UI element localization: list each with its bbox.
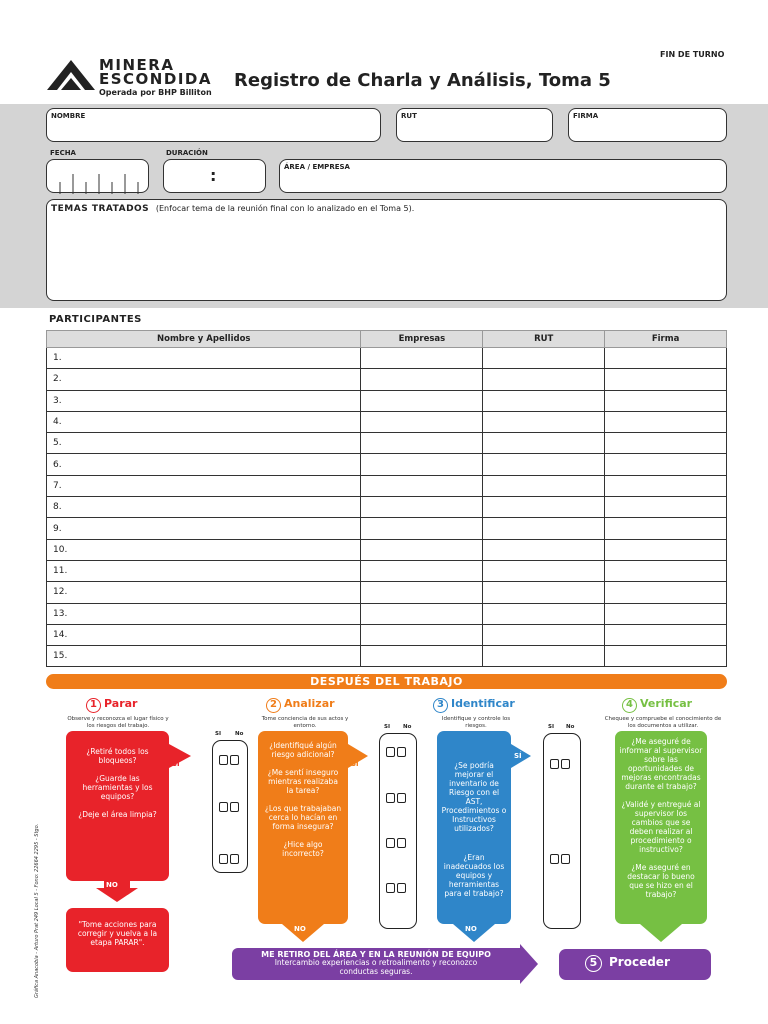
participant-firma[interactable] xyxy=(605,624,727,645)
participants-title: PARTICIPANTES xyxy=(49,314,142,325)
step4-card xyxy=(615,731,707,924)
step4-title: 4 Verificar xyxy=(622,697,692,713)
chk1-si-box-2[interactable] xyxy=(219,802,228,812)
participant-number[interactable]: 10. xyxy=(47,539,361,560)
participant-rut[interactable] xyxy=(483,475,605,496)
participant-row xyxy=(47,560,727,581)
nombre-field[interactable] xyxy=(46,108,381,142)
fecha-label: FECHA xyxy=(50,149,76,157)
step2-q4: ¿Hice algo incorrecto? xyxy=(282,840,324,858)
step3-si-label: SÍ xyxy=(514,752,522,760)
participant-firma[interactable] xyxy=(605,539,727,560)
step4-hint: Chequee y compruebe el conocimiento de los documentos a utilizar. xyxy=(604,716,722,729)
step1-no-arrow-head xyxy=(96,888,138,902)
mountain-logo-icon xyxy=(47,60,95,90)
participant-firma[interactable] xyxy=(605,390,727,411)
chk1-no-box-2[interactable] xyxy=(230,802,239,812)
participant-rut[interactable] xyxy=(483,454,605,475)
col-firma: Firma xyxy=(605,331,727,348)
checklist-1 xyxy=(212,740,248,873)
participant-row xyxy=(47,497,727,518)
participant-number[interactable]: 6. xyxy=(47,454,361,475)
participant-empresa[interactable] xyxy=(361,454,483,475)
logo-line1: MINERA xyxy=(99,56,175,74)
participant-rut[interactable] xyxy=(483,497,605,518)
step1-si-label: SÍ xyxy=(172,760,180,768)
col-empresas: Empresas xyxy=(361,331,483,348)
chk2-si-label: SI xyxy=(384,724,391,730)
chk3-si-box-2[interactable] xyxy=(550,854,559,864)
step1-q1: ¿Retiré todos los bloqueos? xyxy=(86,747,149,765)
step1-card xyxy=(66,731,169,881)
participant-rut[interactable] xyxy=(483,433,605,454)
participant-empresa[interactable] xyxy=(361,369,483,390)
participant-number[interactable]: 7. xyxy=(47,475,361,496)
participant-empresa[interactable] xyxy=(361,518,483,539)
participant-firma[interactable] xyxy=(605,369,727,390)
participant-number[interactable]: 8. xyxy=(47,497,361,518)
proceder-number: 5 xyxy=(585,955,602,972)
participant-row xyxy=(47,411,727,432)
step4-down-arrow-icon xyxy=(640,924,682,942)
step1-q2: ¿Guarde las herramientas y los equipos? xyxy=(82,774,153,801)
participant-number[interactable]: 14. xyxy=(47,624,361,645)
fecha-dividers xyxy=(47,160,150,194)
participant-number[interactable]: 1. xyxy=(47,348,361,369)
chk1-si-label: SI xyxy=(215,731,222,737)
chk1-no-label: No xyxy=(235,731,244,737)
firma-field[interactable] xyxy=(568,108,727,142)
participant-empresa[interactable] xyxy=(361,582,483,603)
participant-firma[interactable] xyxy=(605,603,727,624)
participant-number[interactable]: 5. xyxy=(47,433,361,454)
participant-rut[interactable] xyxy=(483,539,605,560)
step1-hint: Observe y reconozca el lugar físico y los riesgos del trabajo. xyxy=(67,716,169,729)
step2-q3: ¿Los que trabajaban cerca lo hacían en forma insegura? xyxy=(264,804,342,831)
participant-firma[interactable] xyxy=(605,518,727,539)
participant-firma[interactable] xyxy=(605,411,727,432)
participant-number[interactable]: 9. xyxy=(47,518,361,539)
duracion-field[interactable] xyxy=(163,159,266,193)
printer-credit: Gráfica Anacobia - Arturo Prat 249 Local 5 - Fono: 22664 2295 - Stgo. xyxy=(34,823,40,998)
banner-title: DESPUÉS DEL TRABAJO xyxy=(310,675,463,688)
col-rut: RUT xyxy=(483,331,605,348)
participants-table xyxy=(46,330,727,667)
participant-rut[interactable] xyxy=(483,411,605,432)
participant-rut[interactable] xyxy=(483,603,605,624)
step4-q3: ¿Me aseguré en destacar lo bueno que se hizo en el trabajo? xyxy=(627,863,695,899)
participant-rut[interactable] xyxy=(483,369,605,390)
step4-number: 4 xyxy=(622,698,637,713)
step2-title: 2 Analizar xyxy=(266,697,335,713)
participants-header xyxy=(47,331,727,348)
step3-q2: ¿Eran inadecuados los equipos y herramientas para el trabajo? xyxy=(443,853,505,898)
participant-row xyxy=(47,475,727,496)
participant-empresa[interactable] xyxy=(361,348,483,369)
participant-row xyxy=(47,603,727,624)
step2-card xyxy=(258,731,348,924)
checklist-3 xyxy=(543,733,581,929)
participant-rut[interactable] xyxy=(483,348,605,369)
participant-empresa[interactable] xyxy=(361,560,483,581)
step2-q2: ¿Me sentí inseguro mientras realizaba la tarea? xyxy=(267,768,339,795)
step3-card xyxy=(437,731,511,924)
participant-number[interactable]: 13. xyxy=(47,603,361,624)
participant-row xyxy=(47,454,727,475)
step2-number: 2 xyxy=(266,698,281,713)
step2-no-label: NO xyxy=(294,925,306,933)
participant-row xyxy=(47,646,727,667)
participant-firma[interactable] xyxy=(605,454,727,475)
chk2-si-box-1[interactable] xyxy=(386,747,395,757)
chk2-si-box-2[interactable] xyxy=(386,793,395,803)
participant-empresa[interactable] xyxy=(361,411,483,432)
step3-q1: ¿Se podría mejorar el inventario de Riesgo con el AST, Procedimientos o Instructivos utilizados? xyxy=(441,761,507,833)
participant-number[interactable]: 4. xyxy=(47,411,361,432)
chk1-no-box-3[interactable] xyxy=(230,854,239,864)
fecha-field[interactable] xyxy=(46,159,149,193)
participant-empresa[interactable] xyxy=(361,624,483,645)
participant-firma[interactable] xyxy=(605,348,727,369)
col-nombre: Nombre y Apellidos xyxy=(47,331,361,348)
participant-row xyxy=(47,582,727,603)
step1-title: 1 Parar xyxy=(86,697,137,713)
participant-firma[interactable] xyxy=(605,582,727,603)
logo-sub: Operada por BHP Billiton xyxy=(99,88,212,97)
retiro-banner xyxy=(232,948,520,980)
participant-empresa[interactable] xyxy=(361,603,483,624)
step4-q2: ¿Validé y entregué al supervisor los cambios que se deben realizar al procedimiento o instructivo? xyxy=(621,800,701,854)
participant-row xyxy=(47,539,727,560)
chk1-si-box-3[interactable] xyxy=(219,854,228,864)
firma-label: FIRMA xyxy=(573,112,599,120)
participant-row xyxy=(47,369,727,390)
participant-rut[interactable] xyxy=(483,390,605,411)
step2-hint: Tome conciencia de sus actos y entorno. xyxy=(261,716,349,729)
shift-label: FIN DE TURNO xyxy=(660,50,725,59)
participant-number[interactable]: 2. xyxy=(47,369,361,390)
step1-no-label: NO xyxy=(106,881,118,889)
participant-rut[interactable] xyxy=(483,646,605,667)
chk1-si-box-1[interactable] xyxy=(219,755,228,765)
participant-rut[interactable] xyxy=(483,560,605,581)
step1-q3: ¿Deje el área limpia? xyxy=(78,810,157,819)
step3-title: 3 Identificar xyxy=(433,697,515,713)
participant-firma[interactable] xyxy=(605,560,727,581)
participant-firma[interactable] xyxy=(605,433,727,454)
participant-row xyxy=(47,390,727,411)
duracion-separator: : xyxy=(210,166,217,185)
company-logo xyxy=(45,56,225,98)
logo-line2: ESCONDIDA xyxy=(99,70,212,88)
chk3-no-label: No xyxy=(566,724,575,730)
chk3-si-label: SI xyxy=(548,724,555,730)
step3-hint: Identifique y controle los riesgos. xyxy=(441,716,511,729)
step1-number: 1 xyxy=(86,698,101,713)
proceder-label: Proceder xyxy=(609,955,670,969)
participant-firma[interactable] xyxy=(605,497,727,518)
step3-no-label: NO xyxy=(465,925,477,933)
participant-number[interactable]: 3. xyxy=(47,390,361,411)
participant-rut[interactable] xyxy=(483,582,605,603)
participant-empresa[interactable] xyxy=(361,475,483,496)
after-work-banner xyxy=(46,674,727,689)
participant-empresa[interactable] xyxy=(361,390,483,411)
rut-label: RUT xyxy=(401,112,417,120)
chk2-si-box-3[interactable] xyxy=(386,838,395,848)
retiro-arrow-icon xyxy=(520,944,538,984)
participant-number[interactable]: 11. xyxy=(47,560,361,581)
temas-hint: (Enfocar tema de la reunión final con lo analizado en el Toma 5). xyxy=(155,204,415,213)
chk1-no-box-1[interactable] xyxy=(230,755,239,765)
retiro-text: Intercambio experiencias o retroalimento y reconozco conductas seguras. xyxy=(274,958,478,976)
nombre-label: NOMBRE xyxy=(51,112,86,120)
step3-number: 3 xyxy=(433,698,448,713)
participant-empresa[interactable] xyxy=(361,433,483,454)
rut-field[interactable] xyxy=(396,108,553,142)
checklist-2 xyxy=(379,733,417,929)
stop-action-card: "Tome acciones para corregir y vuelva a la etapa PARAR". xyxy=(66,908,169,972)
retiro-title: ME RETIRO DEL ÁREA Y EN LA REUNIÓN DE EQUIPO xyxy=(261,950,491,959)
area-field[interactable] xyxy=(279,159,727,193)
temas-label: TEMAS TRATADOS xyxy=(51,204,150,214)
temas-field[interactable] xyxy=(46,199,727,301)
chk2-no-label: No xyxy=(403,724,412,730)
area-label: ÁREA / EMPRESA xyxy=(284,163,350,171)
participant-row xyxy=(47,433,727,454)
version-label: Versión 3.1 xyxy=(662,676,720,686)
participant-rut[interactable] xyxy=(483,624,605,645)
participant-firma[interactable] xyxy=(605,475,727,496)
chk2-no-box-1[interactable] xyxy=(397,747,406,757)
step2-q1: ¿Identifiqué algún riesgo adicional? xyxy=(269,741,337,759)
proceder-button xyxy=(559,949,711,980)
duracion-label: DURACIÓN xyxy=(166,149,208,157)
chk2-no-box-4[interactable] xyxy=(397,883,406,893)
participant-rut[interactable] xyxy=(483,518,605,539)
participant-row xyxy=(47,348,727,369)
participant-firma[interactable] xyxy=(605,646,727,667)
participant-empresa[interactable] xyxy=(361,497,483,518)
participant-empresa[interactable] xyxy=(361,539,483,560)
chk3-si-box-1[interactable] xyxy=(550,759,559,769)
participant-row xyxy=(47,518,727,539)
chk2-no-box-3[interactable] xyxy=(397,838,406,848)
participant-number[interactable]: 15. xyxy=(47,646,361,667)
step4-q1: ¿Me aseguré de informar al supervisor sobre las oportunidades de mejoras encontradas durante el trabajo? xyxy=(619,737,703,791)
chk2-si-box-4[interactable] xyxy=(386,883,395,893)
chk3-no-box-2[interactable] xyxy=(561,854,570,864)
chk2-no-box-2[interactable] xyxy=(397,793,406,803)
step2-si-label: SÍ xyxy=(351,760,359,768)
chk3-no-box-1[interactable] xyxy=(561,759,570,769)
participant-empresa[interactable] xyxy=(361,646,483,667)
participant-number[interactable]: 12. xyxy=(47,582,361,603)
page-title: Registro de Charla y Análisis, Toma 5 xyxy=(234,70,611,91)
participant-row xyxy=(47,624,727,645)
